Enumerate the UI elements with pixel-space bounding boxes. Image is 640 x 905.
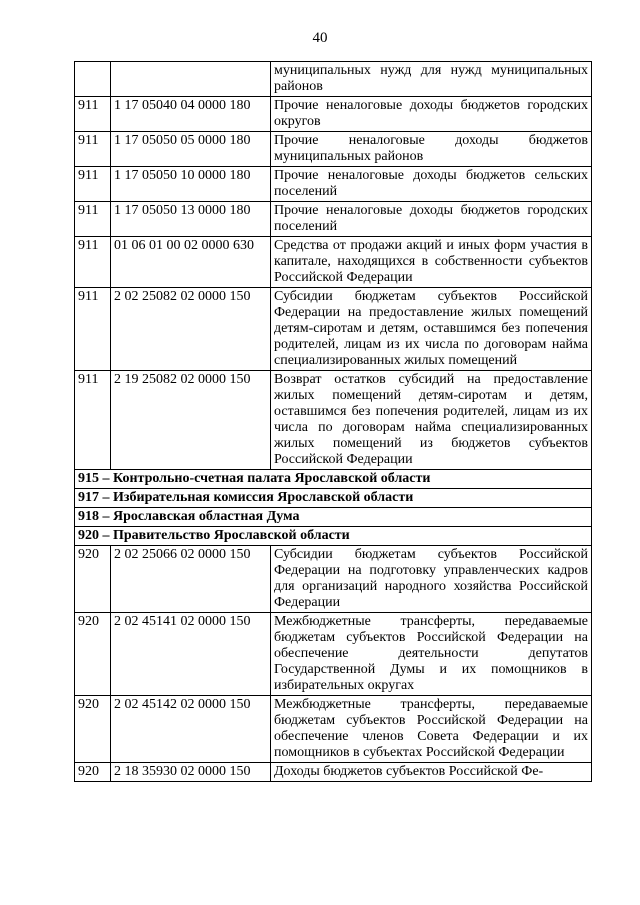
revenue-code-cell: 1 17 05040 04 0000 180 — [111, 97, 271, 132]
description-cell: Субсидии бюджетам субъектов Российской Федерации на предоставление жилых помещений детям-сиротам и детям, оставшимся без попечения родителей, лицам из их числа по договорам найма специализированных жилых помещений — [271, 288, 592, 371]
admin-code-cell — [75, 62, 111, 97]
table-body — [75, 62, 592, 782]
table-row — [75, 97, 592, 132]
description-cell: Прочие неналоговые доходы бюджетов городских поселений — [271, 202, 592, 237]
description-cell: Доходы бюджетов субъектов Российской Фе- — [271, 763, 592, 782]
section-header-row — [75, 508, 592, 527]
revenue-code-cell: 2 02 25066 02 0000 150 — [111, 546, 271, 613]
table-row — [75, 696, 592, 763]
section-header-row — [75, 527, 592, 546]
admin-code-cell: 920 — [75, 696, 111, 763]
description-cell: Прочие неналоговые доходы бюджетов сельских поселений — [271, 167, 592, 202]
revenue-code-cell: 1 17 05050 05 0000 180 — [111, 132, 271, 167]
section-header-row — [75, 470, 592, 489]
description-cell: Средства от продажи акций и иных форм участия в капитале, находящихся в собственности субъектов Российской Федерации — [271, 237, 592, 288]
admin-code-cell: 920 — [75, 546, 111, 613]
section-header: 918 – Ярославская областная Дума — [75, 508, 592, 527]
table-row — [75, 132, 592, 167]
revenue-code-cell: 2 02 45141 02 0000 150 — [111, 613, 271, 696]
admin-code-cell: 911 — [75, 288, 111, 371]
table-row — [75, 613, 592, 696]
table-row — [75, 62, 592, 97]
page-number: 40 — [312, 30, 328, 46]
admin-code-cell: 911 — [75, 237, 111, 288]
admin-code-cell: 911 — [75, 132, 111, 167]
revenue-code-cell: 01 06 01 00 02 0000 630 — [111, 237, 271, 288]
admin-code-cell: 920 — [75, 763, 111, 782]
section-header-row — [75, 489, 592, 508]
admin-code-cell: 911 — [75, 202, 111, 237]
table-row — [75, 202, 592, 237]
admin-code-cell: 920 — [75, 613, 111, 696]
revenue-code-cell: 2 02 45142 02 0000 150 — [111, 696, 271, 763]
revenue-code-cell — [111, 62, 271, 97]
section-header: 917 – Избирательная комиссия Ярославской области — [75, 489, 592, 508]
revenue-code-cell: 2 19 25082 02 0000 150 — [111, 371, 271, 470]
description-cell: Межбюджетные трансферты, передаваемые бюджетам субъектов Российской Федерации на обеспечение деятельности депутатов Государственной Думы и их помощников в избирательных округах — [271, 613, 592, 696]
table-row — [75, 763, 592, 782]
description-cell: Субсидии бюджетам субъектов Российской Федерации на подготовку управленческих кадров для организаций народного хозяйства Российской Федерации — [271, 546, 592, 613]
admin-code-cell: 911 — [75, 167, 111, 202]
table-row — [75, 237, 592, 288]
table-row — [75, 371, 592, 470]
table-row — [75, 288, 592, 371]
revenue-code-cell: 1 17 05050 13 0000 180 — [111, 202, 271, 237]
admin-code-cell: 911 — [75, 97, 111, 132]
admin-code-cell: 911 — [75, 371, 111, 470]
description-cell: Возврат остатков субсидий на предоставление жилых помещений детям-сиротам и детям, оставшимся без попечения родителей, лицам из их числа по договорам найма специализированных жилых помещений из бюджетов субъектов Российской Федерации — [271, 371, 592, 470]
revenue-code-cell: 2 18 35930 02 0000 150 — [111, 763, 271, 782]
revenue-codes-table — [74, 61, 592, 782]
revenue-code-cell: 2 02 25082 02 0000 150 — [111, 288, 271, 371]
description-cell: муниципальных нужд для нужд муниципальных районов — [271, 62, 592, 97]
table-row — [75, 546, 592, 613]
description-cell: Межбюджетные трансферты, передаваемые бюджетам субъектов Российской Федерации на обеспечение членов Совета Федерации и их помощников в субъектах Российской Федерации — [271, 696, 592, 763]
section-header: 915 – Контрольно-счетная палата Ярославской области — [75, 470, 592, 489]
section-header: 920 – Правительство Ярославской области — [75, 527, 592, 546]
description-cell: Прочие неналоговые доходы бюджетов городских округов — [271, 97, 592, 132]
revenue-code-cell: 1 17 05050 10 0000 180 — [111, 167, 271, 202]
table-row — [75, 167, 592, 202]
description-cell: Прочие неналоговые доходы бюджетов муниципальных районов — [271, 132, 592, 167]
